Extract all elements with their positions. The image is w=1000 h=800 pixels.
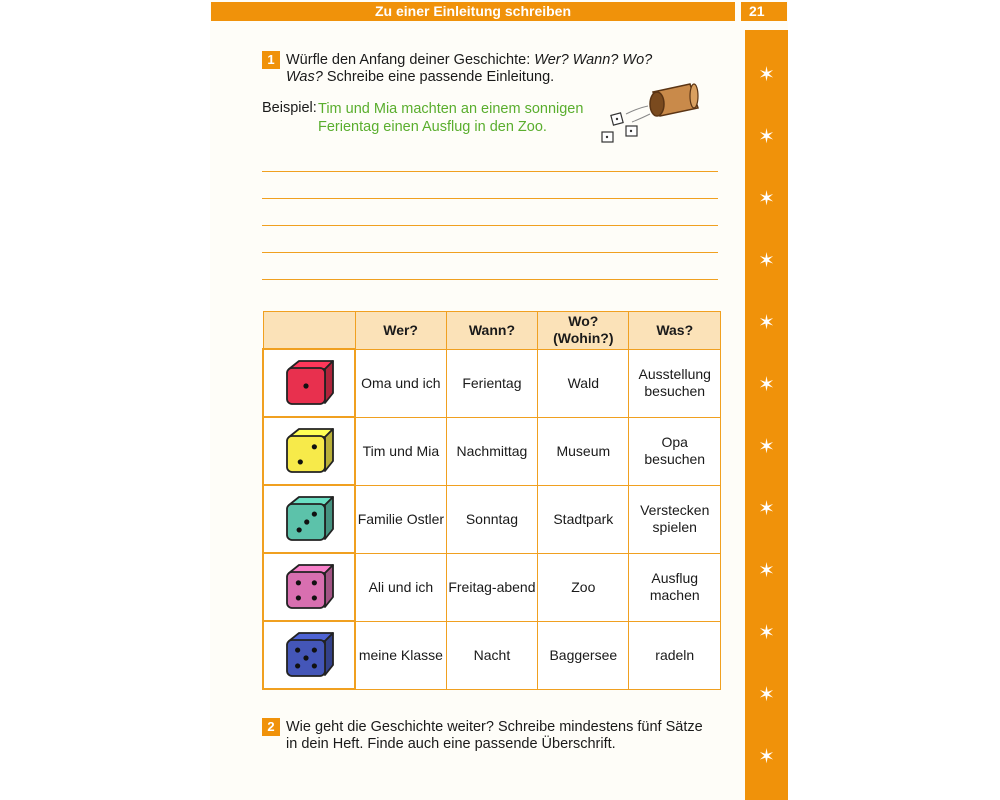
die-pip [303, 383, 308, 388]
star-icon: ✶ [758, 746, 775, 768]
table-row [263, 621, 721, 689]
table-cell: meine Klasse [355, 621, 446, 689]
writing-line[interactable] [262, 171, 718, 172]
task-2-line2: in dein Heft. Finde auch eine passende Überschrift. [286, 736, 616, 752]
task-2-instruction [286, 719, 703, 753]
pink-die-icon [281, 559, 337, 611]
page-title: Zu einer Einleitung schreiben [211, 2, 735, 21]
table-cell: Stadtpark [538, 485, 629, 553]
die-side-face [325, 633, 333, 675]
task-1-line2-text: Schreibe eine passende Einleitung. [322, 69, 555, 85]
die-pip [296, 580, 301, 585]
example-text: Tim und Mia machten an einem sonnigen Ferientag einen Ausflug in den Zoo. [318, 101, 584, 135]
blue-die-icon [281, 627, 337, 679]
decorative-side-strip [745, 30, 788, 800]
table-cell: Opa besuchen [629, 417, 721, 485]
table-cell: Familie Ostler [355, 485, 446, 553]
task-1-line1-questions: Wer? Wann? Wo? [534, 52, 653, 68]
page-number: 21 [741, 2, 787, 21]
table-cell: Nachmittag [446, 417, 537, 485]
table-header-who: Wer? [355, 312, 446, 350]
star-icon: ✶ [758, 436, 775, 458]
table-cell: Ferientag [446, 349, 537, 417]
die-pip [295, 647, 300, 652]
die-cell [263, 553, 355, 621]
teal-die-icon [281, 491, 337, 543]
die-pip [312, 647, 317, 652]
table-row [263, 553, 721, 621]
table-header-where: Wo? (Wohin?) [538, 312, 629, 350]
die-pip [312, 580, 317, 585]
table-cell: radeln [629, 621, 721, 689]
table-cell: Freitag-abend [446, 553, 537, 621]
die-pip [298, 459, 303, 464]
die-side-face [325, 497, 333, 539]
star-icon: ✶ [758, 684, 775, 706]
red-die-icon [281, 355, 337, 407]
table-header-die [263, 312, 355, 350]
die-pip [312, 663, 317, 668]
die-pip [304, 519, 309, 524]
table-cell: Verstecken spielen [629, 485, 721, 553]
die-front-face [287, 436, 325, 472]
writing-line[interactable] [262, 279, 718, 280]
dice-story-table [262, 311, 721, 690]
die-pip [297, 527, 302, 532]
table-cell: Tim und Mia [355, 417, 446, 485]
die-cell [263, 485, 355, 553]
task-1-line1-text: Würfle den Anfang deiner Geschichte: [286, 52, 535, 68]
table-cell: Ausflug machen [629, 553, 721, 621]
writing-line[interactable] [262, 252, 718, 253]
die-pip [296, 595, 301, 600]
star-icon: ✶ [758, 312, 775, 334]
table-cell: Ali und ich [355, 553, 446, 621]
table-cell: Oma und ich [355, 349, 446, 417]
die-pip [303, 655, 308, 660]
task-1-number: 1 [262, 51, 280, 69]
die-pip [312, 511, 317, 516]
die-cell [263, 417, 355, 485]
table-cell: Museum [538, 417, 629, 485]
table-row [263, 349, 721, 417]
star-icon: ✶ [758, 622, 775, 644]
star-icon: ✶ [758, 126, 775, 148]
task-2-line1: Wie geht die Geschichte weiter? Schreibe mindestens fünf Sätze [286, 719, 703, 735]
table-cell: Sonntag [446, 485, 537, 553]
dice-cup-icon [598, 80, 708, 150]
table-cell: Baggersee [538, 621, 629, 689]
writing-line[interactable] [262, 198, 718, 199]
die-cell [263, 621, 355, 689]
table-cell: Wald [538, 349, 629, 417]
task-2-number: 2 [262, 718, 280, 736]
writing-line[interactable] [262, 225, 718, 226]
star-icon: ✶ [758, 374, 775, 396]
die-cell [263, 349, 355, 417]
die-side-face [325, 361, 333, 403]
task-1-line2-question: Was? [286, 69, 323, 85]
die-pip [295, 663, 300, 668]
table-cell: Nacht [446, 621, 537, 689]
die-front-face [287, 572, 325, 608]
star-icon: ✶ [758, 250, 775, 272]
table-row [263, 417, 721, 485]
die-side-face [325, 429, 333, 471]
die-pip [312, 444, 317, 449]
star-icon: ✶ [758, 188, 775, 210]
die-pip [312, 595, 317, 600]
table-row [263, 485, 721, 553]
die-side-face [325, 565, 333, 607]
table-cell: Ausstellung besuchen [629, 349, 721, 417]
yellow-die-icon [281, 423, 337, 475]
table-header-row [263, 312, 721, 350]
star-icon: ✶ [758, 560, 775, 582]
star-icon: ✶ [758, 64, 775, 86]
table-header-what: Was? [629, 312, 721, 350]
table-header-when: Wann? [446, 312, 537, 350]
star-icon: ✶ [758, 498, 775, 520]
table-cell: Zoo [538, 553, 629, 621]
example-label: Beispiel: [262, 100, 317, 116]
